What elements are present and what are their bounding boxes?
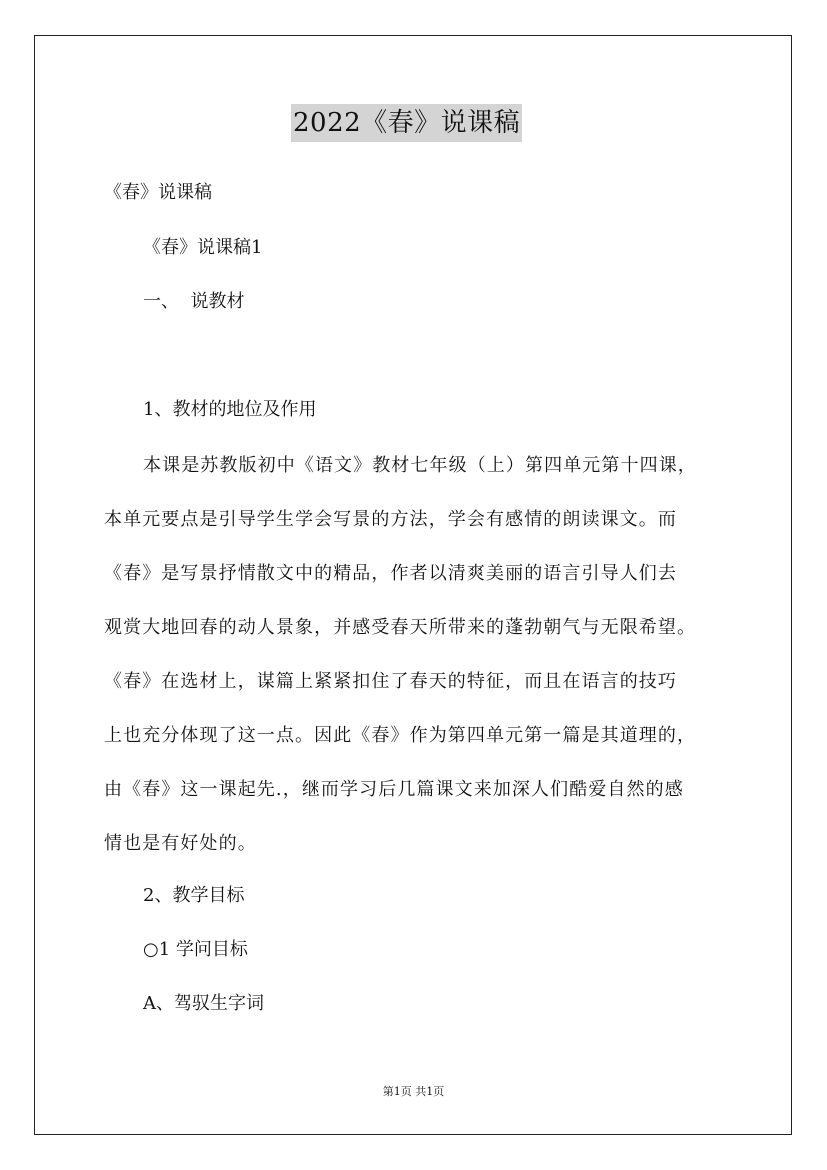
document-title: 2022《春》说课稿 [291, 104, 522, 142]
heading-material-role: 1、教材的地位及作用 [143, 399, 317, 420]
heading-teaching-material: 一、 说教材 [143, 291, 245, 312]
paragraph-line: 情也是有好处的。 [104, 833, 257, 854]
paragraph-line: 由《春》这一课起先.，继而学习后几篇课文来加深人们酷爱自然的感 [104, 779, 684, 800]
paragraph-line: 上也充分体现了这一点。因此《春》作为第四单元第一篇是其道理的， [104, 725, 697, 746]
paragraph-line: 本课是苏教版初中《语文》教材七年级（上）第四单元第十四课， [143, 455, 697, 476]
section-title: 《春》说课稿1 [143, 237, 263, 258]
objective-item-a: A、驾驭生字词 [143, 993, 264, 1014]
heading-teaching-objectives: 2、教学目标 [143, 885, 245, 906]
paragraph-line: 《春》是写景抒情散文中的精品，作者以清爽美丽的语言引导人们去 [104, 563, 677, 584]
paragraph-line: 《春》在选材上，谋篇上紧紧扣住了春天的特征，而且在语言的技巧 [104, 671, 677, 692]
body-paragraph [104, 439, 754, 871]
page-number-footer: 第1页 共1页 [382, 1085, 445, 1098]
paragraph-line: 观赏大地回春的动人景象，并感受春天所带来的蓬勃朝气与无限希望。 [104, 617, 697, 638]
paragraph-line: 本单元要点是引导学生学会写景的方法，学会有感情的朗读课文。而 [104, 509, 677, 530]
document-subtitle: 《春》说课稿 [104, 182, 212, 203]
objective-knowledge-label: ○1 学问目标 [143, 939, 248, 960]
